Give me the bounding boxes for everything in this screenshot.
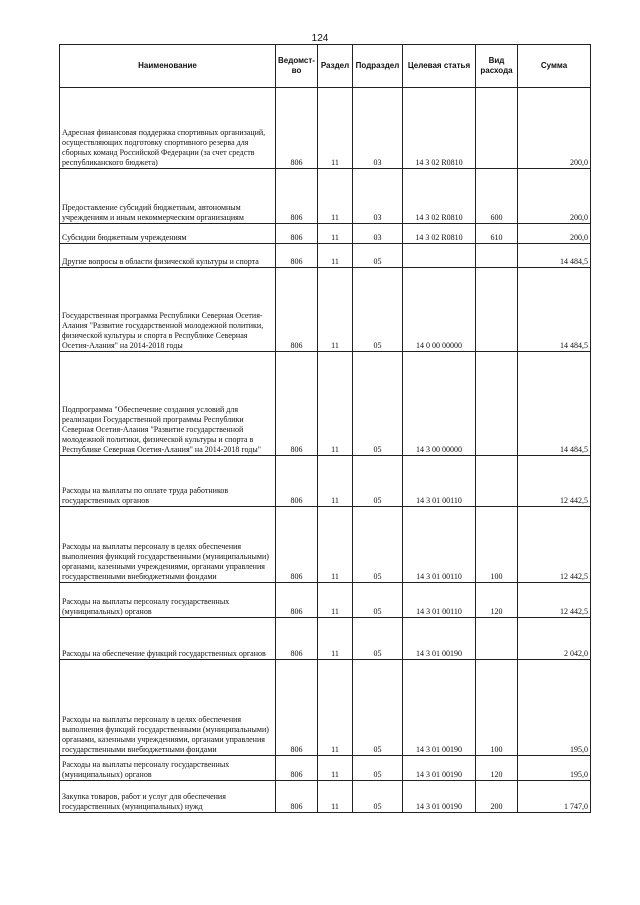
row-vid: 600	[476, 169, 518, 224]
header-razdel: Раздел	[318, 45, 353, 88]
row-razdel: 11	[318, 456, 353, 507]
row-summa: 14 484,5	[518, 352, 591, 456]
header-celevaya: Целевая статья	[403, 45, 476, 88]
row-name: Другие вопросы в области физической культуры и спорта	[60, 244, 276, 268]
row-razdel: 11	[318, 660, 353, 756]
row-summa: 12 442,5	[518, 507, 591, 583]
row-vedomstvo: 806	[276, 781, 318, 813]
table-row	[60, 352, 591, 456]
row-podrazdel: 03	[353, 88, 403, 169]
budget-table	[59, 44, 591, 813]
row-podrazdel: 05	[353, 456, 403, 507]
row-celevaya	[403, 244, 476, 268]
row-name: Расходы на выплаты персоналу государственных (муниципальных) органов	[60, 583, 276, 618]
row-summa: 14 484,5	[518, 244, 591, 268]
table-row	[60, 756, 591, 781]
row-razdel: 11	[318, 88, 353, 169]
row-vid	[476, 88, 518, 169]
row-vid: 100	[476, 660, 518, 756]
table-row	[60, 660, 591, 756]
row-name: Подпрограмма "Обеспечение создания условий для реализации Государственной программы Республики Северная Осетия-Алания "Развитие государственной молодежной политики, физической культуры и спорта в Республике Северная Осетия-Алания" на 2014-2018 годы"	[60, 352, 276, 456]
row-summa: 2 042,0	[518, 618, 591, 660]
row-podrazdel: 05	[353, 756, 403, 781]
row-vedomstvo: 806	[276, 507, 318, 583]
row-podrazdel: 05	[353, 583, 403, 618]
page-number: 124	[311, 33, 329, 44]
row-vedomstvo: 806	[276, 169, 318, 224]
table-row	[60, 507, 591, 583]
row-vid: 200	[476, 781, 518, 813]
row-celevaya: 14 3 01 00110	[403, 583, 476, 618]
row-vedomstvo: 806	[276, 660, 318, 756]
row-name: Закупка товаров, работ и услуг для обеспечения государственных (муниципальных) нужд	[60, 781, 276, 813]
row-vid	[476, 244, 518, 268]
header-podrazdel: Подраздел	[353, 45, 403, 88]
row-vedomstvo: 806	[276, 88, 318, 169]
row-summa: 200,0	[518, 88, 591, 169]
row-vedomstvo: 806	[276, 756, 318, 781]
header-summa: Сумма	[518, 45, 591, 88]
row-razdel: 11	[318, 618, 353, 660]
row-vid: 120	[476, 583, 518, 618]
row-summa: 200,0	[518, 224, 591, 244]
row-celevaya: 14 3 01 00110	[403, 456, 476, 507]
table-row	[60, 618, 591, 660]
row-summa: 14 484,5	[518, 268, 591, 352]
row-summa: 1 747,0	[518, 781, 591, 813]
row-celevaya: 14 3 02 R0810	[403, 169, 476, 224]
row-razdel: 11	[318, 352, 353, 456]
row-vid	[476, 268, 518, 352]
table-row	[60, 456, 591, 507]
row-razdel: 11	[318, 583, 353, 618]
header-vedomstvo: Ведомст-во	[276, 45, 318, 88]
row-celevaya: 14 3 02 R0810	[403, 88, 476, 169]
row-razdel: 11	[318, 756, 353, 781]
row-summa: 200,0	[518, 169, 591, 224]
row-vid	[476, 456, 518, 507]
row-vid: 610	[476, 224, 518, 244]
header-name: Наименование	[60, 45, 276, 88]
row-summa: 12 442,5	[518, 583, 591, 618]
table-row	[60, 88, 591, 169]
row-podrazdel: 03	[353, 224, 403, 244]
row-razdel: 11	[318, 507, 353, 583]
row-celevaya: 14 3 01 00190	[403, 781, 476, 813]
row-razdel: 11	[318, 244, 353, 268]
row-celevaya: 14 3 01 00190	[403, 756, 476, 781]
row-name: Адресная финансовая поддержка спортивных организаций, осуществляющих подготовку спортивного резерва для сборных команд Российской Федерации (за счет средств республиканского бюджета)	[60, 88, 276, 169]
row-name: Расходы на обеспечение функций государственных органов	[60, 618, 276, 660]
row-vedomstvo: 806	[276, 583, 318, 618]
row-vedomstvo: 806	[276, 456, 318, 507]
row-vedomstvo: 806	[276, 244, 318, 268]
row-celevaya: 14 3 01 00110	[403, 507, 476, 583]
row-podrazdel: 05	[353, 268, 403, 352]
row-podrazdel: 05	[353, 244, 403, 268]
row-celevaya: 14 3 01 00190	[403, 660, 476, 756]
row-vid	[476, 352, 518, 456]
row-vedomstvo: 806	[276, 352, 318, 456]
row-name: Расходы на выплаты персоналу в целях обеспечения выполнения функций государственными (муниципальными) органами, казенными учреждениями, органами управления государственными внебюджетными фондами	[60, 660, 276, 756]
row-vid	[476, 618, 518, 660]
row-vid: 120	[476, 756, 518, 781]
row-name: Предоставление субсидий бюджетным, автономным учреждениям и иным некоммерческим организациям	[60, 169, 276, 224]
row-vedomstvo: 806	[276, 268, 318, 352]
row-podrazdel: 05	[353, 352, 403, 456]
row-celevaya: 14 0 00 00000	[403, 268, 476, 352]
row-name: Расходы на выплаты персоналу государственных (муниципальных) органов	[60, 756, 276, 781]
row-razdel: 11	[318, 268, 353, 352]
row-celevaya: 14 3 00 00000	[403, 352, 476, 456]
row-razdel: 11	[318, 169, 353, 224]
row-summa: 195,0	[518, 660, 591, 756]
table-header-row	[60, 45, 591, 88]
row-podrazdel: 05	[353, 618, 403, 660]
row-name: Расходы на выплаты по оплате труда работников государственных органов	[60, 456, 276, 507]
row-celevaya: 14 3 01 00190	[403, 618, 476, 660]
row-razdel: 11	[318, 781, 353, 813]
row-vedomstvo: 806	[276, 224, 318, 244]
row-vedomstvo: 806	[276, 618, 318, 660]
header-vid: Вид расхода	[476, 45, 518, 88]
row-name: Расходы на выплаты персоналу в целях обеспечения выполнения функций государственными (муниципальными) органами, казенными учреждениями, органами управления государственными внебюджетными фондами	[60, 507, 276, 583]
row-name: Субсидии бюджетным учреждениям	[60, 224, 276, 244]
row-summa: 195,0	[518, 756, 591, 781]
table-row	[60, 244, 591, 268]
row-name: Государственная программа Республики Северная Осетия-Алания "Развитие государственной молодежной политики, физической культуры и спорта в Республике Северная Осетия-Алания" на 2014-2018 годы	[60, 268, 276, 352]
table-row	[60, 224, 591, 244]
table-row	[60, 169, 591, 224]
row-podrazdel: 05	[353, 507, 403, 583]
table-row	[60, 268, 591, 352]
row-podrazdel: 05	[353, 660, 403, 756]
row-podrazdel: 03	[353, 169, 403, 224]
row-summa: 12 442,5	[518, 456, 591, 507]
table-row	[60, 781, 591, 813]
table-row	[60, 583, 591, 618]
row-vid: 100	[476, 507, 518, 583]
row-podrazdel: 05	[353, 781, 403, 813]
row-razdel: 11	[318, 224, 353, 244]
row-celevaya: 14 3 02 R0810	[403, 224, 476, 244]
